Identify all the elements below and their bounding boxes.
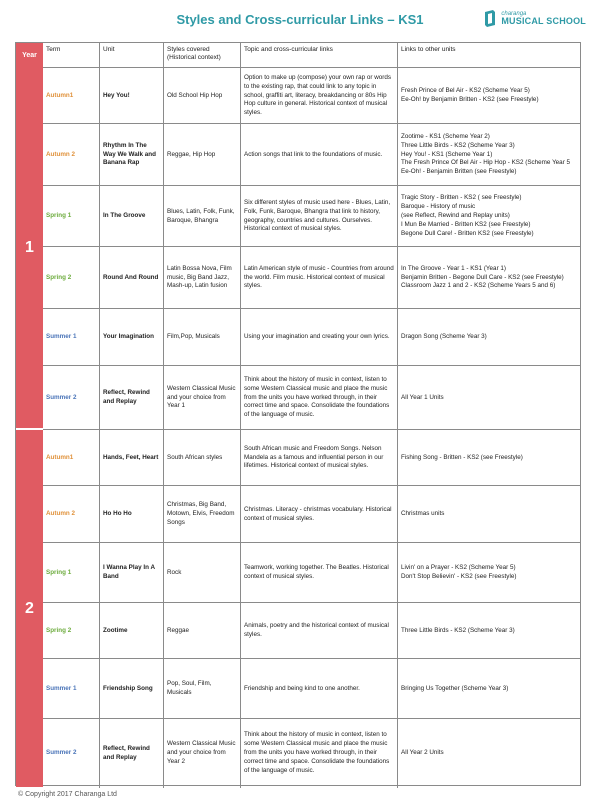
table-row (43, 185, 580, 247)
styles-cell: Reggae (163, 603, 240, 659)
topic-cell: Latin American style of music - Countries from around the world. Film music. Historical context of musical styles. (240, 247, 397, 309)
header-links: Links to other units (397, 43, 580, 67)
year-1-label: 1 (25, 238, 34, 256)
term-cell: Spring 2 (46, 626, 72, 634)
topic-cell: Six different styles of music used here - Blues, Latin, Folk, Funk, Baroque, Bhangra that link to history, geography, countries and cultures. Ourselves. Historical context of musical styles. (240, 186, 397, 247)
header-unit: Unit (99, 43, 163, 67)
table-row (43, 308, 580, 366)
unit-cell: In The Groove (99, 186, 163, 247)
links-cell (397, 186, 580, 247)
header-topic: Topic and cross-curricular links (240, 43, 397, 67)
term-cell: Spring 2 (46, 273, 72, 281)
term-cell: Spring 1 (46, 212, 72, 220)
charanga-logo-icon (483, 10, 497, 27)
term-cell: Spring 1 (46, 568, 72, 576)
link-item: (see Reflect, Rewind and Replay units) (401, 212, 510, 220)
table-row (43, 246, 580, 309)
topic-cell: Using your imagination and creating your own lyrics. (240, 309, 397, 366)
link-item: In The Groove - Year 1 - KS1 (Year 1) (401, 264, 507, 272)
topic-cell: Option to make up (compose) your own rap or words to the existing rap, that could link to any topic in school, graffiti art, literacy, breakdancing or 80s Hip Hop culture in general. Historical context of musical styles. (240, 68, 397, 124)
link-item: Ee-Oh! - Benjamin Britten (see Freestyle) (401, 168, 517, 176)
link-item: Baroque - History of music (401, 203, 476, 211)
link-item: Three Little Birds - KS2 (Scheme Year 3) (401, 141, 515, 149)
topic-cell: Animals, poetry and the historical context of musical styles. (240, 603, 397, 659)
unit-cell: Zootime (99, 603, 163, 659)
term-cell: Summer 2 (46, 393, 77, 401)
term-cell: Summer 2 (46, 749, 77, 757)
topic-cell: Action songs that link to the foundations of music. (240, 124, 397, 186)
links-cell (397, 659, 580, 719)
styles-cell: South African styles (163, 430, 240, 486)
link-item: Zootime - KS1 (Scheme Year 2) (401, 132, 490, 140)
link-item: Fresh Prince of Bel Air - KS2 (Scheme Year 5) (401, 87, 530, 95)
curriculum-table (15, 42, 581, 786)
table-row (43, 485, 580, 543)
unit-cell: Hey You! (99, 68, 163, 124)
page-title: Styles and Cross-curricular Links – KS1 (176, 12, 424, 27)
year-header: Year (16, 43, 43, 67)
link-item: I Mun Be Married - Britten KS2 (see Freestyle) (401, 220, 531, 228)
styles-cell: Rock (163, 543, 240, 603)
logo-brand-big: MUSICAL SCHOOL (501, 16, 586, 26)
styles-cell: Film,Pop, Musicals (163, 309, 240, 366)
link-item: Benjamin Britten - Begone Dull Care - KS2 (see Freestyle) (401, 273, 564, 281)
links-cell (397, 719, 580, 788)
table-header-row (43, 43, 580, 67)
links-cell (397, 68, 580, 124)
table-row (43, 718, 580, 788)
unit-cell: I Wanna Play In A Band (99, 543, 163, 603)
link-item: Ee-Oh! by Benjamin Britten - KS2 (see Freestyle) (401, 96, 539, 103)
term-cell: Autumn1 (46, 91, 74, 99)
links-cell (397, 603, 580, 659)
styles-cell: Blues, Latin, Folk, Funk, Baroque, Bhangra (163, 186, 240, 247)
unit-cell: Round And Round (99, 247, 163, 309)
year-2-label: 2 (25, 599, 34, 617)
link-item: Begone Dull Care! - Britten KS2 (see Freestyle) (401, 229, 534, 237)
links-cell (397, 309, 580, 366)
term-cell: Autumn 2 (46, 150, 76, 158)
link-item: Dragon Song (Scheme Year 3) (401, 333, 487, 341)
header-styles: Styles covered (Historical context) (163, 43, 240, 67)
table-row (43, 67, 580, 124)
topic-cell: Teamwork, working together. The Beatles. Historical context of musical styles. (240, 543, 397, 603)
term-cell: Autumn1 (46, 453, 74, 461)
logo-brand-small: charanga (501, 11, 527, 17)
term-cell: Autumn 2 (46, 510, 76, 518)
styles-cell: Christmas, Big Band, Motown, Elvis, Freedom Songs (163, 486, 240, 543)
styles-cell: Latin Bossa Nova, Film music, Big Band Jazz, Mash-up, Latin fusion (163, 247, 240, 309)
term-cell: Summer 1 (46, 333, 77, 341)
unit-cell: Rhythm In The Way We Walk and Banana Rap (99, 124, 163, 186)
link-item: Tragic Story - Britten - KS2 ( see Freestyle) (401, 194, 522, 202)
links-cell (397, 430, 580, 486)
styles-cell: Old School Hip Hop (163, 68, 240, 124)
topic-cell: Christmas. Literacy - christmas vocabulary. Historical context of musical styles. (240, 486, 397, 543)
unit-cell: Reflect, Rewind and Replay (99, 719, 163, 788)
unit-cell: Your Imagination (99, 309, 163, 366)
link-item: Christmas units (401, 510, 445, 518)
header-term: Term (46, 46, 61, 53)
topic-cell: Friendship and being kind to one another. (240, 659, 397, 719)
unit-cell: Friendship Song (99, 659, 163, 719)
link-item: Hey You! - KS1 (Scheme Year 1) (401, 150, 493, 158)
unit-cell: Ho Ho Ho (99, 486, 163, 543)
unit-cell: Hands, Feet, Heart (99, 430, 163, 486)
table-row (43, 123, 580, 186)
table-row (43, 658, 580, 719)
term-cell: Summer 1 (46, 684, 77, 692)
link-item: Bringing Us Together (Scheme Year 3) (401, 684, 509, 692)
link-item: All Year 1 Units (401, 393, 444, 401)
link-item: Livin' on a Prayer - KS2 (Scheme Year 5) (401, 564, 516, 572)
copyright-footer: © Copyright 2017 Charanga Ltd (18, 791, 117, 798)
links-cell (397, 366, 580, 430)
unit-cell: Reflect, Rewind and Replay (99, 366, 163, 430)
year-column (16, 43, 43, 785)
table-row (43, 542, 580, 603)
link-item: The Fresh Prince Of Bel Air - Hip Hop - KS2 (Scheme Year 5 (401, 159, 571, 167)
charanga-logo (483, 10, 586, 27)
link-item: Classroom Jazz 1 and 2 - KS2 (Scheme Years 5 and 6) (401, 282, 556, 290)
link-item: Don't Stop Believin' - KS2 (see Freestyle) (401, 573, 517, 580)
links-cell (397, 543, 580, 603)
link-item: Three Little Birds - KS2 (Scheme Year 3) (401, 626, 515, 634)
topic-cell: Think about the history of music in context, listen to some Western Classical music and place the music from the units you have worked through, in their correct time and space. Consolidate the foundations of the language of music. (240, 719, 397, 788)
year-1-band (16, 67, 43, 428)
topic-cell: Think about the history of music in context, listen to some Western Classical music and place the music from the units you have worked through, in their correct time and space. Consolidate the foundations of the language of music. (240, 366, 397, 430)
link-item: All Year 2 Units (401, 749, 444, 757)
table-row (43, 602, 580, 659)
links-cell (397, 247, 580, 309)
year-2-band (16, 429, 43, 787)
styles-cell: Pop, Soul, Film, Musicals (163, 659, 240, 719)
table-row (43, 429, 580, 486)
topic-cell: South African music and Freedom Songs. Nelson Mandela as a famous and influential person in our lifetimes. Historical context of musical styles. (240, 430, 397, 486)
styles-cell: Western Classical Music and your choice from Year 2 (163, 719, 240, 788)
links-cell (397, 486, 580, 543)
table-row (43, 365, 580, 430)
styles-cell: Western Classical Music and your choice from Year 1 (163, 366, 240, 430)
link-item: Fishing Song - Britten - KS2 (see Freestyle) (401, 453, 523, 461)
styles-cell: Reggae, Hip Hop (163, 124, 240, 186)
links-cell (397, 124, 580, 186)
